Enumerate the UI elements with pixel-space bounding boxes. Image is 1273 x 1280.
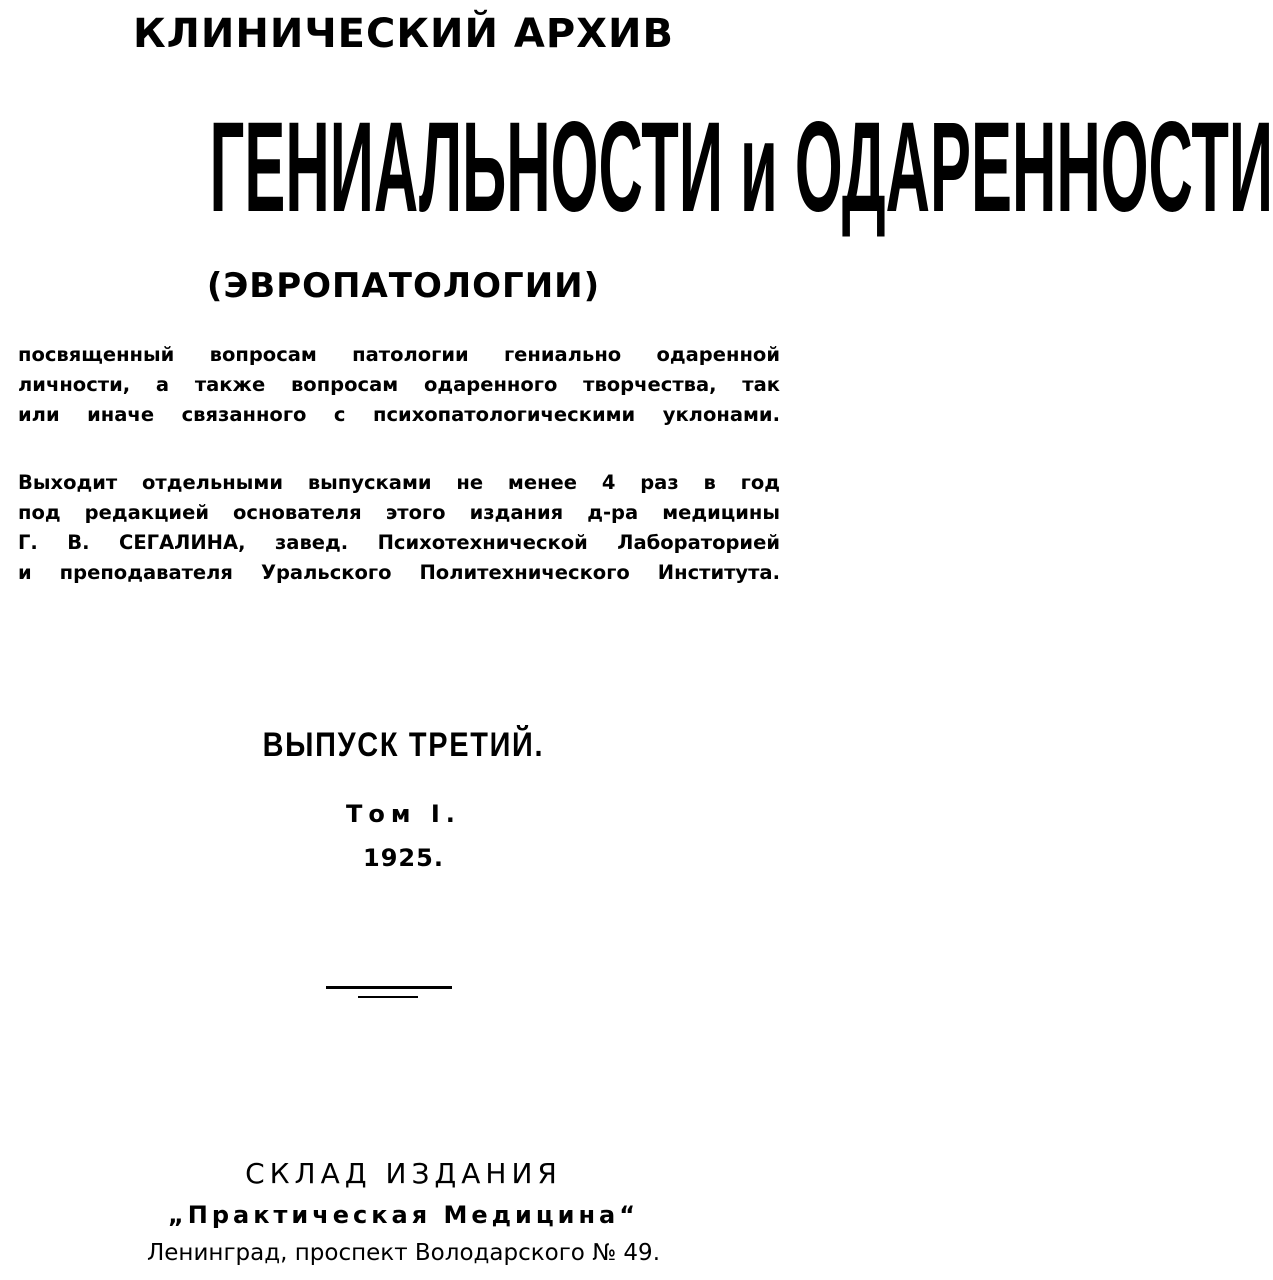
publisher-name: „Практическая Медицина“ [168,1201,639,1229]
divider-rule [326,986,452,989]
publication-info-line: под редакцией основателя этого издания д-ра медицины [18,501,780,524]
publication-info-line: и преподавателя Уральского Политехнического Института. [18,561,780,584]
description-line: посвященный вопросам патологии гениально одаренной [18,343,780,366]
description-paragraph [18,340,780,430]
description-line: или иначе связанного с психопатологическими уклонами. [18,403,780,426]
warehouse-heading: СКЛАД ИЗДАНИЯ [245,1157,562,1190]
series-title: КЛИНИЧЕСКИЙ АРХИВ [132,11,674,57]
issue-number: ВЫПУСК ТРЕТИЙ. [262,726,545,764]
publication-info-line: Выходит отдельными выпусками не менее 4 раз в год [18,471,780,494]
publication-info-paragraph [18,468,780,588]
publication-info-line: Г. В. СЕГАЛИНА, завед. Психотехнической Лабораторией [18,531,780,554]
publication-year: 1925. [363,844,444,872]
subtitle: (ЭВРОПАТОЛОГИИ) [206,266,601,306]
description-line: личности, а также вопросам одаренного творчества, так [18,373,780,396]
divider-rule-short [358,996,418,998]
main-title: ГЕНИАЛЬНОСТИ и ОДАРЕННОСТИ [209,96,1273,239]
volume-number: Том I. [346,800,461,828]
publisher-address: Ленинград, проспект Володарского № 49. [146,1240,661,1266]
